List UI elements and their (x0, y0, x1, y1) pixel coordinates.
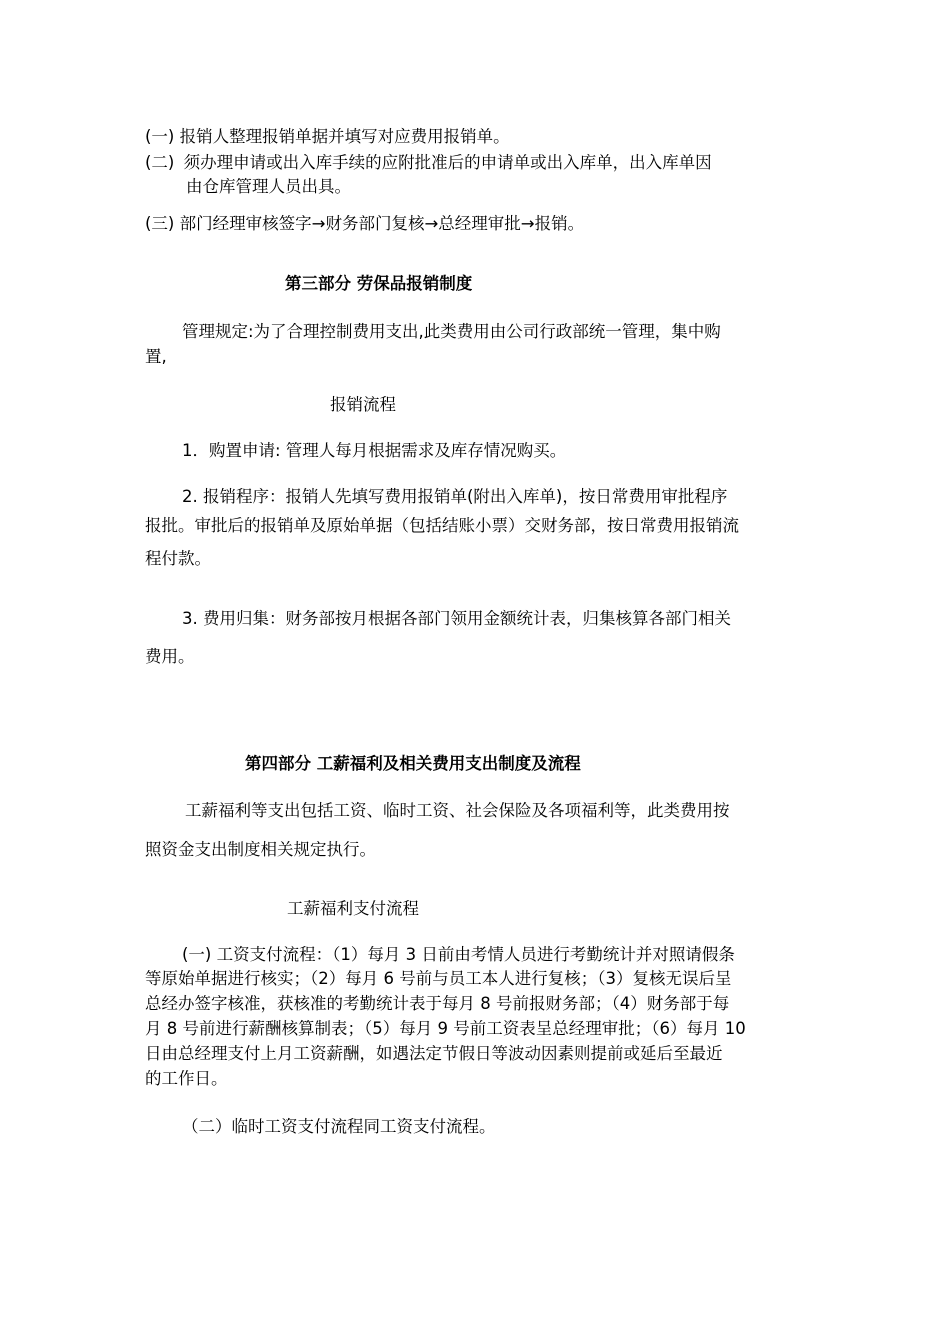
item-number: (三) (145, 214, 175, 233)
paragraph-line: 报批。审批后的报销单及原始单据（包括结账小票）交财务部，按日常费用报销流 (145, 516, 739, 535)
item-number: (一) (145, 127, 175, 146)
paragraph-line: 管理规定:为了合理控制费用支出,此类费用由公司行政部统一管理，集中购 (182, 322, 721, 341)
paragraph-line: 2. 报销程序：报销人先填写费用报销单(附出入库单)，按日常费用审批程序 (182, 487, 728, 506)
paragraph-line: （二）临时工资支付流程同工资支付流程。 (182, 1117, 496, 1136)
item-text-continuation: 由仓库管理人员出具。 (186, 177, 351, 196)
section-heading: 第三部分 劳保品报销制度 (285, 274, 473, 293)
item-text: 报销人整理报销单据并填写对应费用报销单。 (179, 127, 510, 146)
paragraph-line: 的工作日。 (145, 1069, 228, 1088)
paragraph-line: 置, (145, 347, 167, 366)
paragraph-line: 费用。 (145, 647, 195, 666)
paragraph-line: 等原始单据进行核实；（2）每月 6 号前与员工本人进行复核；（3）复核无误后呈 (145, 969, 732, 988)
paragraph-line: (一) 工资支付流程：（1）每月 3 日前由考情人员进行考勤统计并对照请假条 (182, 945, 735, 964)
paragraph-line: 工薪福利等支出包括工资、临时工资、社会保险及各项福利等，此类费用按 (185, 801, 730, 820)
list-item (145, 212, 584, 236)
paragraph-line: 月 8 号前进行薪酬核算制表；（5）每月 9 号前工资表呈总经理审批；（6）每月 10 (145, 1019, 746, 1038)
list-item (145, 125, 510, 149)
subheading: 报销流程 (330, 395, 396, 414)
paragraph-line: 照资金支出制度相关规定执行。 (145, 840, 376, 859)
paragraph-line: 总经办签字核准，获核准的考勤统计表于每月 8 号前报财务部；（4）财务部于每 (145, 994, 730, 1013)
section-heading: 第四部分 工薪福利及相关费用支出制度及流程 (245, 754, 581, 773)
item-number: (二) (145, 153, 175, 172)
paragraph-line: 1．购置申请: 管理人每月根据需求及库存情况购买。 (182, 441, 567, 460)
subheading: 工薪福利支付流程 (287, 899, 419, 918)
paragraph-line: 日由总经理支付上月工资薪酬，如遇法定节假日等波动因素则提前或延后至最近 (145, 1044, 723, 1063)
paragraph-line: 3. 费用归集：财务部按月根据各部门领用金额统计表，归集核算各部门相关 (182, 609, 731, 628)
item-text: 须办理申请或出入库手续的应附批准后的申请单或出入库单，出入库单因 (183, 153, 712, 172)
list-item (145, 151, 712, 175)
paragraph-line: 程付款。 (145, 549, 211, 568)
item-text: 部门经理审核签字→财务部门复核→总经理审批→报销。 (179, 214, 585, 233)
